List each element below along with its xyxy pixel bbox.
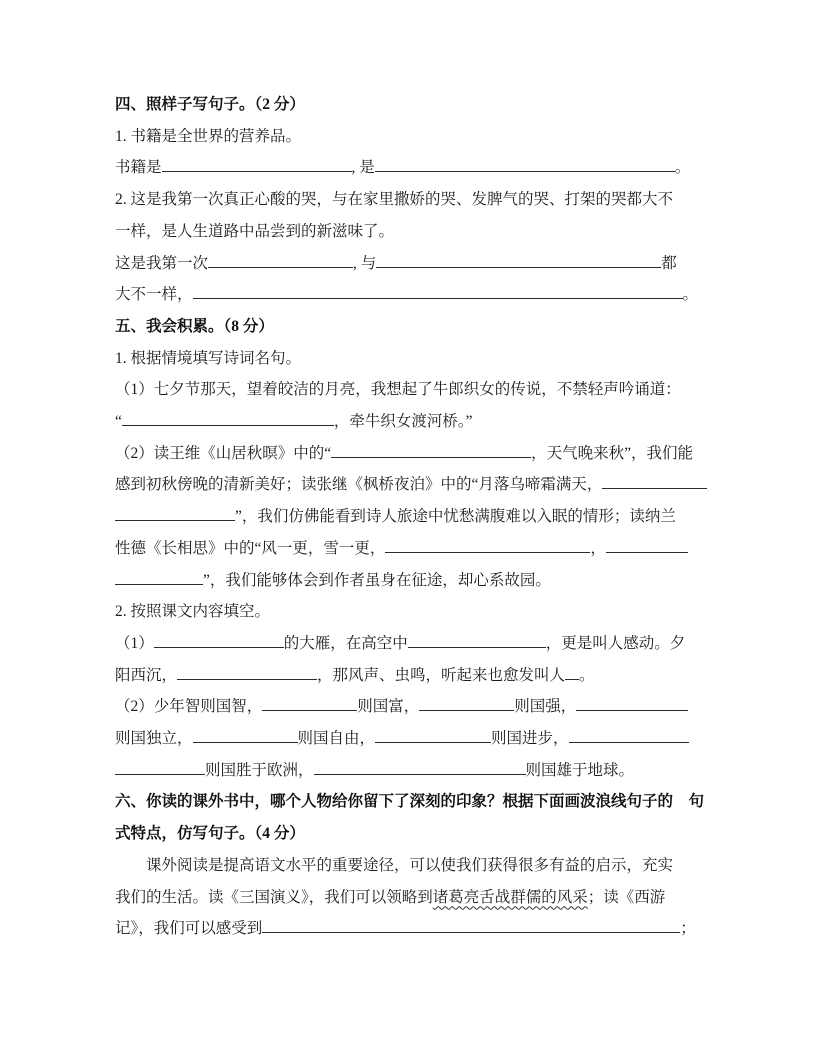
section6-para-line3 bbox=[115, 913, 705, 945]
text-segment: 性德《长相思》中的“风一更，雪一更， bbox=[115, 539, 386, 557]
text-segment: 。 bbox=[579, 666, 595, 684]
section5-heading bbox=[115, 311, 705, 343]
blank-line bbox=[576, 699, 688, 711]
text-segment: 则国自由， bbox=[297, 730, 376, 748]
blank-line bbox=[115, 509, 235, 521]
blank-line bbox=[208, 256, 353, 268]
blank-line bbox=[606, 541, 688, 553]
text-segment: ，牵牛织女渡河桥。” bbox=[333, 413, 473, 431]
blank-line bbox=[419, 699, 514, 711]
text-segment: ”，我们能够体会到作者虽身在征途，却心系故园。 bbox=[203, 571, 551, 589]
blank-line bbox=[115, 763, 205, 775]
blank-line bbox=[331, 446, 531, 458]
blank-line bbox=[375, 731, 491, 743]
text-segment: 则国富， bbox=[357, 698, 420, 716]
section4-fill2-line2 bbox=[115, 279, 705, 311]
blank-line bbox=[122, 414, 334, 426]
section4-fill2-line1 bbox=[115, 248, 705, 280]
blank-line bbox=[262, 699, 357, 711]
text-segment: ； bbox=[680, 920, 696, 938]
section5-sub2-line bbox=[115, 596, 705, 628]
text-segment: 则国雄于地球。 bbox=[525, 761, 635, 779]
text-segment: 都 bbox=[661, 254, 677, 272]
text-segment: 则国强， bbox=[514, 698, 577, 716]
text-segment: （1）七夕节那天，望着皎洁的月亮，我想起了牛郎织女的传说，不禁轻声吟诵道： bbox=[115, 381, 681, 399]
blank-line bbox=[193, 287, 683, 299]
section4-example-line bbox=[115, 121, 705, 153]
text-segment: 感到初秋傍晚的清新美好；读张继《枫桥夜泊》中的“月落乌啼霜满天， bbox=[115, 476, 603, 494]
text-segment: 记》，我们可以感受到 bbox=[115, 920, 263, 938]
section5-q2-line5 bbox=[115, 565, 705, 597]
blank-line bbox=[375, 160, 675, 172]
text-segment: 阳西沉， bbox=[115, 666, 178, 684]
section5-q2-line4 bbox=[115, 533, 705, 565]
section5-q1-line2 bbox=[115, 406, 705, 438]
text-segment: 1. 书籍是全世界的营养品。 bbox=[115, 127, 302, 145]
blank-line bbox=[162, 160, 352, 172]
section5-q4-line1 bbox=[115, 691, 705, 723]
text-segment: （2）少年智则国智， bbox=[115, 698, 263, 716]
blank-line bbox=[193, 731, 298, 743]
section5-q2-line2 bbox=[115, 469, 705, 501]
blank-line bbox=[154, 636, 284, 648]
text-segment: ；读《西游 bbox=[587, 888, 666, 906]
text-segment: 。 bbox=[674, 159, 691, 177]
text-segment: 则国进步， bbox=[491, 730, 569, 748]
text-segment: ， bbox=[590, 539, 606, 557]
text-segment: , 与 bbox=[353, 254, 377, 272]
blank-line bbox=[115, 573, 203, 585]
blank-line bbox=[376, 256, 661, 268]
section4-item2-line2 bbox=[115, 216, 705, 248]
text-segment: ，更是叫人感动。夕 bbox=[545, 634, 686, 652]
section4-heading bbox=[115, 89, 705, 121]
text-segment: “ bbox=[115, 413, 122, 431]
section5-q2-line1 bbox=[115, 438, 705, 470]
text-segment: ，天气晚来秋”，我们能 bbox=[531, 444, 694, 462]
section6-para-line2 bbox=[115, 882, 705, 914]
text-segment: 的大雁，在高空中 bbox=[283, 634, 408, 652]
section5-q2-line3 bbox=[115, 501, 705, 533]
section5-q3-line2 bbox=[115, 660, 705, 692]
text-segment: 大不一样， bbox=[115, 286, 193, 304]
text-segment: 我们的生活。读《三国演义》，我们可以领略到 bbox=[115, 888, 433, 906]
blank-line bbox=[314, 763, 526, 775]
text-segment: （1） bbox=[115, 634, 154, 652]
heading-text: 六、你读的课外书中，哪个人物给你留下了深刻的印象？根据下面画波浪线句子的 句 bbox=[115, 793, 705, 811]
heading-text: 五、我会积累。（8 分） bbox=[115, 317, 274, 335]
section5-q4-line3 bbox=[115, 755, 705, 787]
heading-text: 式特点，仿写句子。（4 分） bbox=[115, 825, 305, 843]
text-segment: 2. 这是我第一次真正心酸的哭，与在家里撒娇的哭、发脾气的哭、打架的哭都大不 bbox=[115, 191, 674, 209]
text-segment: ”，我们仿佛能看到诗人旅途中忧愁满腹难以入眠的情形；读纳兰 bbox=[235, 508, 676, 526]
text-segment: （2）读王维《山居秋暝》中的“ bbox=[115, 444, 332, 462]
text-segment: 。 bbox=[682, 286, 699, 304]
section6-heading-line2 bbox=[115, 818, 705, 850]
section4-fill1-line bbox=[115, 152, 705, 184]
text-segment: 这是我第一次 bbox=[115, 254, 209, 272]
blank-line bbox=[262, 921, 680, 933]
blank-line bbox=[569, 731, 689, 743]
text-segment: 则国独立， bbox=[115, 730, 193, 748]
blank-line bbox=[177, 668, 317, 680]
section5-q4-line2 bbox=[115, 723, 705, 755]
text-segment: 书籍是 bbox=[115, 159, 162, 177]
text-segment: 则国胜于欧洲， bbox=[205, 761, 314, 779]
section6-heading-line1 bbox=[115, 786, 705, 818]
blank-line bbox=[602, 477, 707, 489]
blank-line bbox=[408, 636, 546, 648]
text-segment: 一样，是人生道路中品尝到的新滋味了。 bbox=[115, 222, 395, 240]
blank-line bbox=[385, 541, 590, 553]
wavy-underline-text: 诸葛亮舌战群儒的风采 bbox=[432, 888, 588, 906]
text-segment: 课外阅读是提高语文水平的重要途径，可以使我们获得很多有益的启示，充实 bbox=[146, 856, 674, 874]
document-content bbox=[115, 89, 705, 945]
section5-sub1-line bbox=[115, 343, 705, 375]
text-segment: 2. 按照课文内容填空。 bbox=[115, 603, 271, 621]
text-segment: 1. 根据情境填写诗词名句。 bbox=[115, 349, 302, 367]
section4-item2-line1 bbox=[115, 184, 705, 216]
text-segment: , 是 bbox=[351, 159, 375, 177]
section6-para-line1 bbox=[115, 850, 705, 882]
section5-q3-line1 bbox=[115, 628, 705, 660]
heading-text: 四、照样子写句子。（2 分） bbox=[115, 96, 305, 113]
section5-q1-line1 bbox=[115, 374, 705, 406]
blank-line bbox=[565, 668, 579, 680]
text-segment: ，那风声、虫鸣，听起来也愈发叫人 bbox=[317, 666, 566, 684]
